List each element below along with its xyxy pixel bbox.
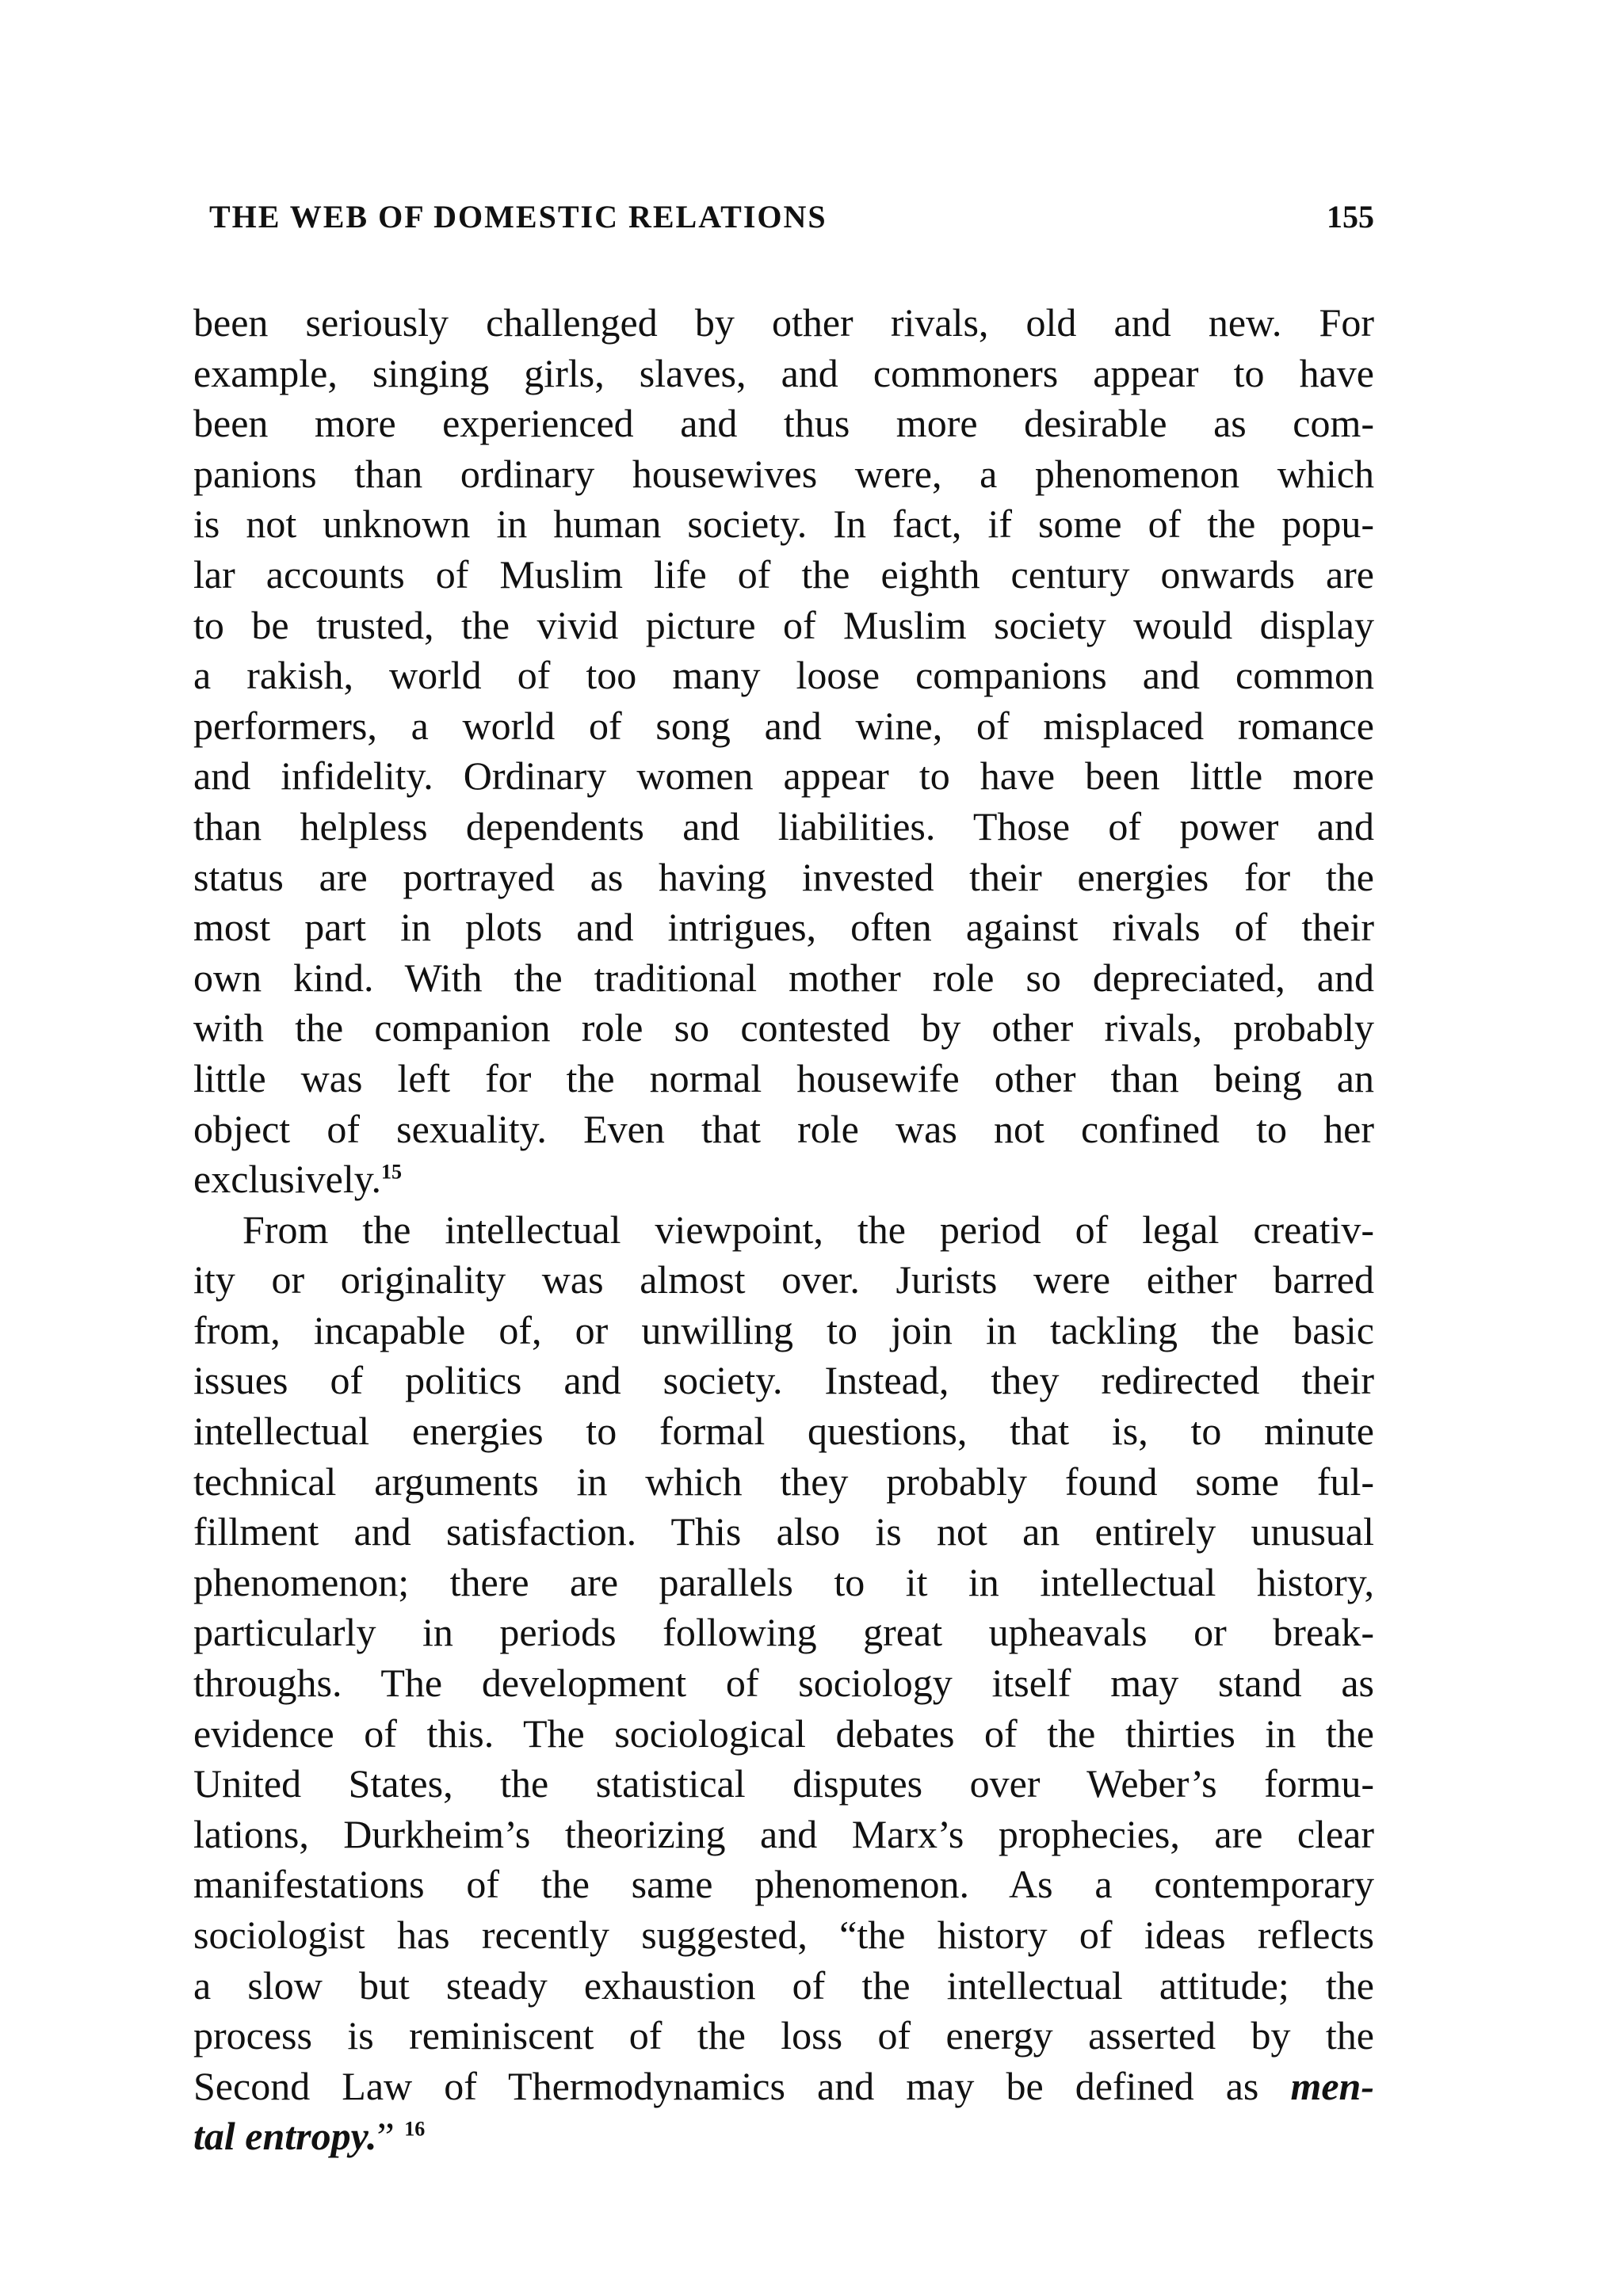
text-line: fillment and satisfaction. This also is not an entirely unusual bbox=[193, 1509, 1374, 1554]
text-line: intellectual energies to formal questions, that is, to minute bbox=[193, 1409, 1374, 1454]
running-title: THE WEB OF DOMESTIC RELATIONS bbox=[209, 199, 827, 235]
text-line-last bbox=[193, 1154, 1374, 1205]
paragraph-2 bbox=[193, 1205, 1374, 2162]
running-head bbox=[209, 195, 1374, 242]
text-line: is not unknown in human society. In fact, if some of the popu- bbox=[193, 502, 1374, 547]
text-line: example, singing girls, slaves, and commoners appear to have bbox=[193, 350, 1374, 395]
text-line: ity or originality was almost over. Jurists were either barred bbox=[193, 1257, 1374, 1302]
text-line: lar accounts of Muslim life of the eighth century onwards are bbox=[193, 551, 1374, 597]
text-line: from, incapable of, or unwilling to join in tackling the basic bbox=[193, 1307, 1374, 1352]
text-line: most part in plots and intrigues, often against rivals of their bbox=[193, 905, 1374, 950]
text-line bbox=[193, 2061, 1374, 2112]
footnote-reference: 15 bbox=[380, 1160, 402, 1184]
text-line: and infidelity. Ordinary women appear to have been little more bbox=[193, 753, 1374, 799]
text-line: issues of politics and society. Instead, they redirected their bbox=[193, 1358, 1374, 1403]
text-line: to be trusted, the vivid picture of Muslim society would display bbox=[193, 602, 1374, 647]
text-line: a rakish, world of too many loose companions and common bbox=[193, 653, 1374, 698]
text-fragment: Second Law of Thermodynamics and may be defined as bbox=[193, 2063, 1259, 2108]
text-line: a slow but steady exhaustion of the intellectual attitude; the bbox=[193, 1962, 1374, 2008]
page-number: 155 bbox=[1327, 199, 1374, 235]
text-line-indented: From the intellectual viewpoint, the period of legal creativ- bbox=[242, 1207, 1374, 1252]
text-line: object of sexuality. Even that role was not confined to her bbox=[193, 1106, 1374, 1151]
text-line: little was left for the normal housewife other than being an bbox=[193, 1055, 1374, 1100]
text-line: evidence of this. The sociological debates of the thirties in the bbox=[193, 1711, 1374, 1756]
footnote-reference: 16 bbox=[404, 2117, 426, 2141]
text-line: with the companion role so contested by other rivals, probably bbox=[193, 1005, 1374, 1051]
text-line: process is reminiscent of the loss of energy asserted by the bbox=[193, 2013, 1374, 2058]
text-line: technical arguments in which they probably found some ful- bbox=[193, 1459, 1374, 1504]
text-line: own kind. With the traditional mother role so depreciated, and bbox=[193, 955, 1374, 1000]
text-line: manifestations of the same phenomenon. As a contemporary bbox=[193, 1862, 1374, 1907]
text-line: than helpless dependents and liabilities. Those of power and bbox=[193, 803, 1374, 849]
closing-quote: ” bbox=[376, 2114, 395, 2159]
text-line: been more experienced and thus more desirable as com- bbox=[193, 401, 1374, 446]
paragraph-1 bbox=[193, 298, 1374, 1205]
text-line-last bbox=[193, 2111, 1374, 2162]
text-line: United States, the statistical disputes over Weber’s formu- bbox=[193, 1761, 1374, 1806]
emphasized-text: tal entropy. bbox=[193, 2114, 377, 2159]
text-line: status are portrayed as having invested their energies for the bbox=[193, 854, 1374, 899]
text-fragment: exclusively. bbox=[193, 1157, 381, 1202]
text-line: particularly in periods following great upheavals or break- bbox=[193, 1610, 1374, 1655]
text-line: sociologist has recently suggested, “the history of ideas reflects bbox=[193, 1913, 1374, 1957]
body-text bbox=[193, 298, 1374, 2162]
text-line: lations, Durkheim’s theorizing and Marx’s prophecies, are clear bbox=[193, 1811, 1374, 1856]
emphasized-text: men- bbox=[1290, 2063, 1375, 2108]
text-line: been seriously challenged by other rivals, old and new. For bbox=[193, 300, 1374, 345]
text-line: panions than ordinary housewives were, a phenomenon which bbox=[193, 451, 1374, 496]
text-line: throughs. The development of sociology itself may stand as bbox=[193, 1661, 1374, 1706]
text-line: performers, a world of song and wine, of misplaced romance bbox=[193, 703, 1374, 748]
text-line: phenomenon; there are parallels to it in intellectual history, bbox=[193, 1559, 1374, 1604]
